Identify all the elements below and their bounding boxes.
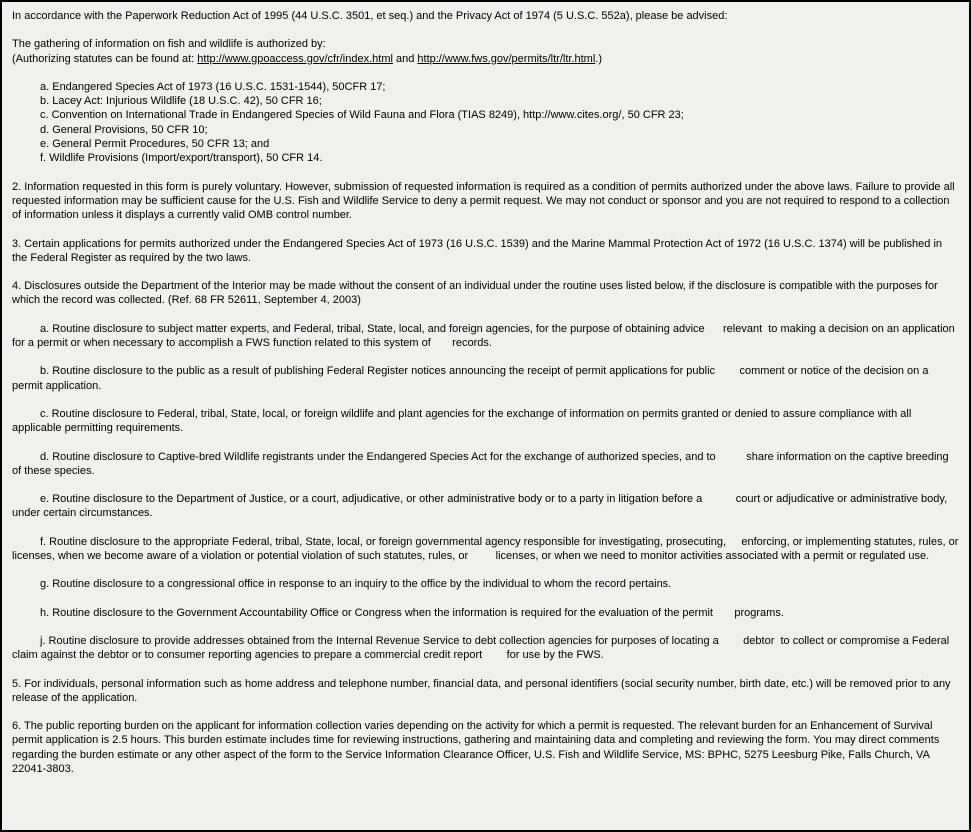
- statute-item-d: d. General Provisions, 50 CFR 10;: [40, 123, 208, 136]
- paragraph-6: 6. The public reporting burden on the applicant for information collection varies depending on the activity for which a permit is requested. The relevant burden for an Enhancement of Survival permit application is 2.5 hours. This burden estimate includes time for reviewing instructions, gathering and maintaining data and completing and reviewing the form. You may direct comments regarding the burden estimate or any other aspect of the form to the Service Information Clearance Officer, U.S. Fish and Wildlife Service, MS: BPHC, 5275 Leesburg Pike, Falls Church, VA 22041-3803.: [12, 720, 943, 775]
- paragraph-4-intro: 4. Disclosures outside the Department of the Interior may be made without the consent of an individual under the routine uses listed below, if the disclosure is compatible with the purposes for which the record was collected. (Ref. 68 FR 52611, September 4, 2003): [12, 280, 941, 307]
- routine-use-g: g. Routine disclosure to a congressional office in response to an inquiry to the office by the individual to whom the record pertains.: [40, 578, 672, 591]
- routine-use-d: d. Routine disclosure to Captive-bred Wildlife registrants under the Endangered Species Act for the exchange of authorized species, and to share information on the captive breeding of these species.: [12, 450, 952, 477]
- statutes-suffix: .): [595, 52, 603, 65]
- paragraph-3: 3. Certain applications for permits authorized under the Endangered Species Act of 1973 (16 U.S.C. 1539) and the Marine Mammal Protection Act of 1972 (16 U.S.C. 1374) will be published in the Federal Register as required by the two laws.: [12, 237, 946, 264]
- statute-item-f: f. Wildlife Provisions (Import/export/transport), 50 CFR 14.: [40, 152, 323, 165]
- statutes-prefix: (Authorizing statutes can be found at:: [12, 52, 198, 65]
- intro-paragraph: In accordance with the Paperwork Reduction Act of 1995 (44 U.S.C. 3501, et seq.) and the Privacy Act of 1974 (5 U.S.C. 552a), please be advised:: [12, 10, 728, 22]
- routine-use-h: h. Routine disclosure to the Government Accountability Office or Congress when the information is required for the evaluation of the permit programs.: [40, 606, 784, 619]
- authorization-section: [12, 37, 959, 66]
- paragraph-2: 2. Information requested in this form is purely voluntary. However, submission of requested information is required as a condition of permits authorized under the above laws. Failure to provide all requested information may be sufficient cause for the U.S. Fish and Wildlife Service to deny a permit request. We may not conduct or sponsor and you are not required to respond to a collection of information unless it displays a currently valid OMB control number.: [12, 180, 958, 222]
- routine-use-c: c. Routine disclosure to Federal, tribal, State, local, or foreign wildlife and plant agencies for the exchange of information on permits granted or denied to assure compliance with all applicable permitting requirements.: [12, 407, 915, 435]
- statute-list: [12, 80, 959, 166]
- routine-use-f: f. Routine disclosure to the appropriate Federal, tribal, State, local, or foreign governmental agency responsible for investigating, prosecuting, enforcing, or implementing statutes, rules, or licenses, when we become aware of a violation or potential violation of such statutes, rules, or licenses, or when we need to monitor activities associated with a permit or regulated use.: [12, 535, 962, 563]
- statute-item-b: b. Lacey Act: Injurious Wildlife (18 U.S.C. 42), 50 CFR 16;: [40, 95, 322, 108]
- statutes-and: and: [392, 52, 418, 65]
- fws-permits-link[interactable]: http://www.fws.gov/permits/ltr/ltr.html: [417, 52, 596, 65]
- routine-use-e: e. Routine disclosure to the Department of Justice, or a court, adjudicative, or other administrative body or to a party in litigation before a court or adjudicative or administrative body, under certain circumstances.: [12, 493, 951, 520]
- authorization-heading: The gathering of information on fish and wildlife is authorized by:: [12, 38, 326, 51]
- statute-item-a: a. Endangered Species Act of 1973 (16 U.S.C. 1531-1544), 50CFR 17;: [40, 80, 386, 93]
- routine-use-b: b. Routine disclosure to the public as a result of publishing Federal Register notices announcing the receipt of permit applications for public comment or notice of the decision on a permit application.: [12, 365, 932, 392]
- statute-item-e: e. General Permit Procedures, 50 CFR 13; and: [40, 138, 270, 151]
- gpoaccess-link[interactable]: http://www.gpoaccess.gov/cfr/index.html: [197, 52, 393, 65]
- statute-item-c: c. Convention on International Trade in Endangered Species of Wild Fauna and Flora (TIAS 8249), http://www.cites.org/, 50 CFR 23;: [40, 109, 684, 122]
- paragraph-5: 5. For individuals, personal information such as home address and telephone number, financial data, and personal identifiers (social security number, birth date, etc.) will be removed prior to any release of the application.: [12, 677, 954, 704]
- routine-use-j: j. Routine disclosure to provide addresses obtained from the Internal Revenue Service to debt collection agencies for purposes of locating a debtor to collect or compromise a Federal claim against the debtor or to consumer reporting agencies to prepare a commercial credit report for use by the FWS.: [12, 634, 953, 662]
- statutes-line: [12, 52, 959, 66]
- routine-use-a: a. Routine disclosure to subject matter experts, and Federal, tribal, State, local, and foreign agencies, for the purpose of obtaining advice relevant to making a decision on an application for a permit or when necessary to accomplish a FWS function related to this system of records.: [12, 322, 958, 350]
